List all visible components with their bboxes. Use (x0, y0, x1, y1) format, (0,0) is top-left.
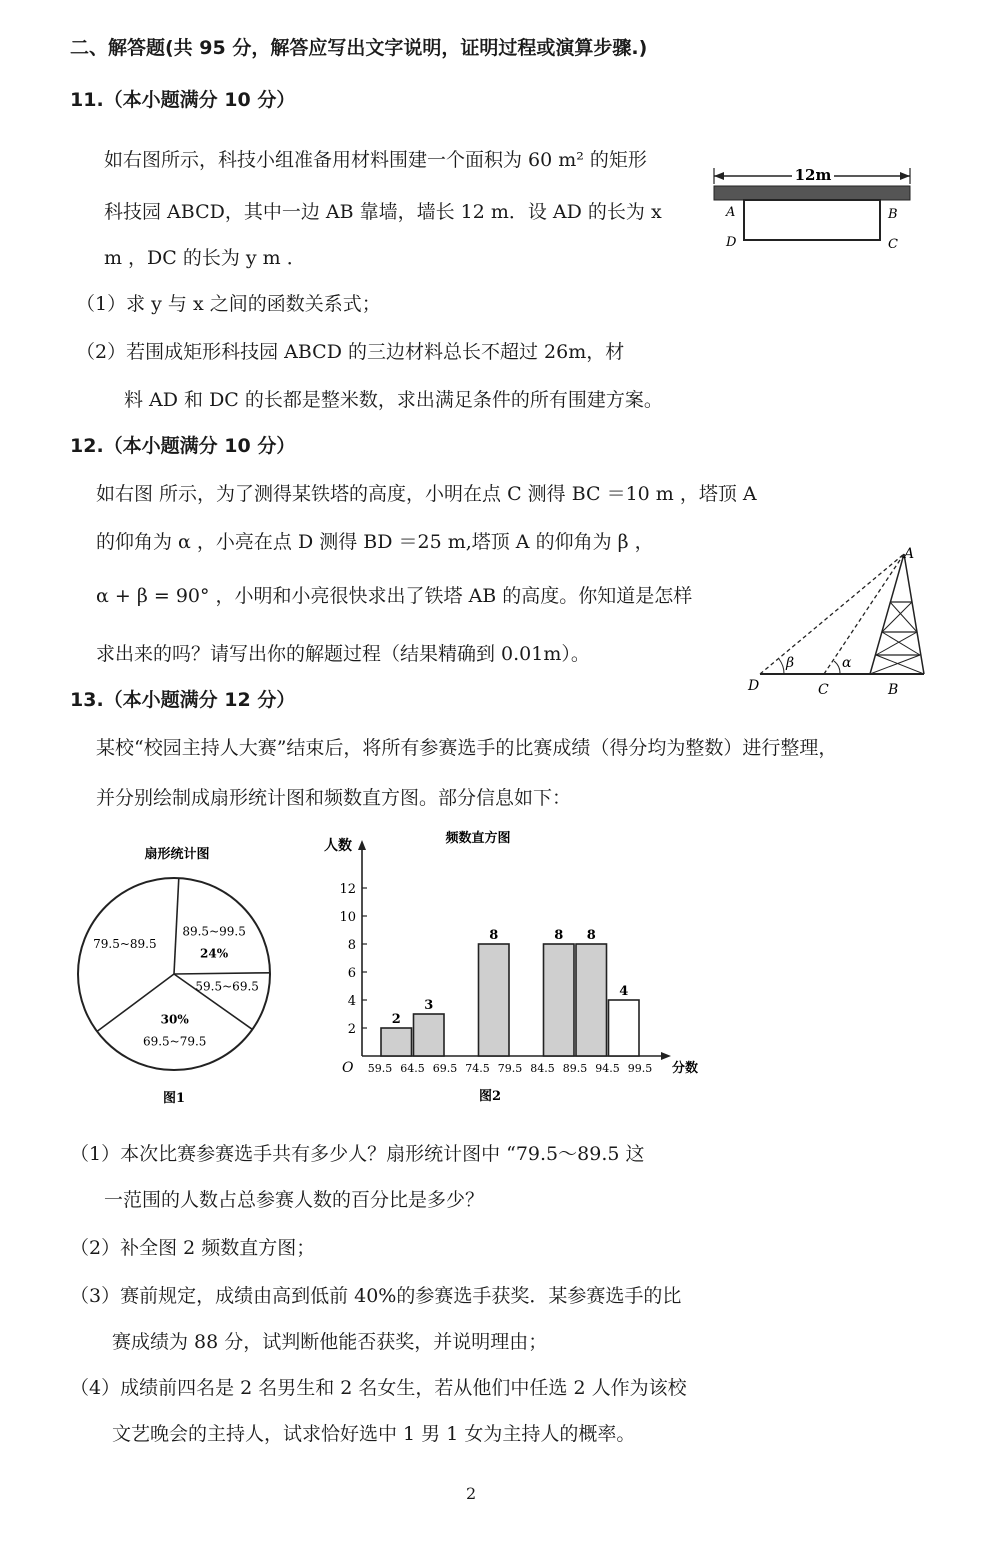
q13-line-2: 并分别绘制成扇形统计图和频数直方图。部分信息如下： (96, 787, 572, 809)
point-d-label: D (726, 235, 737, 250)
q11-line-3: m ，DC 的长为 y m ． (104, 247, 306, 269)
point-b-label: B (888, 207, 898, 222)
q13-part-4-line-1: （4）成绩前四名是 2 名男生和 2 名女生，若从他们中任选 2 人作为该校 (70, 1377, 687, 1399)
histogram-x-tick-0: 59.5 (367, 1062, 393, 1075)
pie-slice-1-label: 59.5~69.5 (195, 979, 259, 994)
histogram-bar-3-label: 8 (554, 928, 564, 943)
q11-part-2-line-1: （2）若围成矩形科技园 ABCD 的三边材料总长不超过 26m，材 (76, 341, 625, 363)
histogram-bar-5-label: 4 (619, 984, 629, 999)
q11-part-1: （1）求 y 与 x 之间的函数关系式； (76, 293, 381, 315)
histogram-origin-label: O (342, 1060, 354, 1076)
wall-length-label: 12m (794, 166, 832, 184)
histogram-bar-0-label: 2 (391, 1012, 401, 1027)
q11-line-2: 科技园 ABCD，其中一边 AB 靠墙，墙长 12 m．设 AD 的长为 x (104, 201, 662, 223)
q12-line-3: α + β = 90° ，小明和小亮很快求出了铁塔 AB 的高度。你知道是怎样 (96, 585, 693, 607)
q12-tower-figure (740, 540, 940, 700)
histogram-y-tick-5: 12 (339, 882, 356, 897)
pie-slice-3-label: 79.5~89.5 (93, 936, 157, 951)
pie-chart-title: 扇形统计图 (144, 847, 210, 862)
histogram-bar-1 (414, 1014, 445, 1056)
q13-part-2: （2）补全图 2 频数直方图； (70, 1237, 316, 1259)
point-c-label: C (888, 237, 898, 252)
histogram-bar-2-label: 8 (489, 928, 499, 943)
histogram-y-tick-3: 8 (347, 938, 356, 953)
histogram-y-axis-label: 人数 (324, 838, 352, 854)
q12-heading: 12.（本小题满分 10 分） (70, 435, 296, 457)
page-number: 2 (466, 1484, 477, 1503)
point-a-label: A (726, 205, 736, 220)
histogram-y-arrow (358, 840, 366, 850)
histogram-x-tick-2: 69.5 (432, 1062, 458, 1075)
histogram-caption: 图2 (478, 1089, 502, 1104)
histogram-bar-4-label: 8 (586, 928, 596, 943)
q13-part-4-line-2: 文艺晚会的主持人，试求恰好选中 1 男 1 女为主持人的概率。 (112, 1423, 636, 1445)
beta-label: β (786, 655, 795, 671)
histogram-title: 频数直方图 (445, 831, 511, 846)
q11-part-2-line-2: 料 AD 和 DC 的长都是整米数，求出满足条件的所有围建方案。 (124, 389, 663, 411)
q11-line-1: 如右图所示，科技小组准备用材料围建一个面积为 60 m² 的矩形 (104, 149, 647, 171)
pie-chart (70, 836, 290, 1116)
histogram-x-axis-label: 分数 (672, 1061, 699, 1076)
histogram-x-tick-6: 89.5 (562, 1062, 588, 1075)
histogram-chart (320, 818, 720, 1108)
q12-line-2: 的仰角为 α ，小亮在点 D 测得 BD ＝25 m,塔顶 A 的仰角为 β ， (96, 531, 654, 553)
histogram-x-tick-5: 84.5 (530, 1062, 555, 1075)
pie-chart-caption: 图1 (162, 1091, 186, 1106)
histogram-bar-2 (479, 944, 510, 1056)
histogram-bar-5 (609, 1000, 640, 1056)
point-c-label-q12: C (818, 682, 829, 698)
q13-heading: 13.（本小题满分 12 分） (70, 689, 296, 711)
pie-slice-0-percent: 24% (200, 946, 229, 961)
pie-slice-2-percent: 30% (160, 1012, 189, 1027)
histogram-x-arrow (661, 1052, 671, 1060)
tower-top-a-label: A (904, 546, 915, 562)
histogram-y-tick-1: 4 (347, 994, 356, 1009)
histogram-x-tick-1: 64.5 (400, 1062, 425, 1075)
pie-slice-2-label: 69.5~79.5 (142, 1034, 207, 1049)
histogram-bar-1-label: 3 (424, 998, 434, 1013)
point-b-label-q12: B (888, 682, 899, 698)
section-header: 二、解答题(共 95 分，解答应写出文字说明，证明过程或演算步骤.) (70, 37, 648, 59)
q13-part-1-line-2: 一范围的人数占总参赛人数的百分比是多少？ (104, 1189, 485, 1211)
q13-line-1: 某校“校园主持人大赛”结束后，将所有参赛选手的比赛成绩（得分均为整数）进行整理， (96, 737, 838, 759)
histogram-y-tick-0: 2 (347, 1022, 356, 1037)
q11-heading: 11.（本小题满分 10 分） (70, 89, 296, 111)
q11-rectangle-figure (700, 150, 930, 260)
histogram-x-tick-3: 74.5 (465, 1062, 490, 1075)
alpha-label: α (842, 655, 852, 671)
histogram-bar-4 (576, 944, 607, 1056)
histogram-bar-0 (381, 1028, 412, 1056)
histogram-y-tick-2: 6 (347, 966, 356, 981)
pie-slice-0-label: 89.5~99.5 (182, 924, 246, 939)
q12-line-1: 如右图 所示，为了测得某铁塔的高度，小明在点 C 测得 BC ＝10 m ，塔顶 A (96, 483, 757, 505)
point-d-label-q12: D (748, 678, 760, 694)
histogram-x-tick-8: 99.5 (627, 1062, 653, 1075)
q12-line-4: 求出来的吗？请写出你的解题过程（结果精确到 0.01m）。 (96, 643, 590, 665)
histogram-x-tick-4: 79.5 (497, 1062, 523, 1075)
histogram-bar-3 (544, 944, 575, 1056)
histogram-y-tick-4: 10 (339, 910, 356, 925)
histogram-x-tick-7: 94.5 (595, 1062, 620, 1075)
q13-part-3-line-2: 赛成绩为 88 分，试判断他能否获奖，并说明理由； (112, 1331, 548, 1353)
q13-part-1-line-1: （1）本次比赛参赛选手共有多少人？扇形统计图中 “79.5～89.5 这 (70, 1143, 645, 1165)
q13-part-3-line-1: （3）赛前规定，成绩由高到低前 40%的参赛选手获奖．某参赛选手的比 (70, 1285, 682, 1307)
